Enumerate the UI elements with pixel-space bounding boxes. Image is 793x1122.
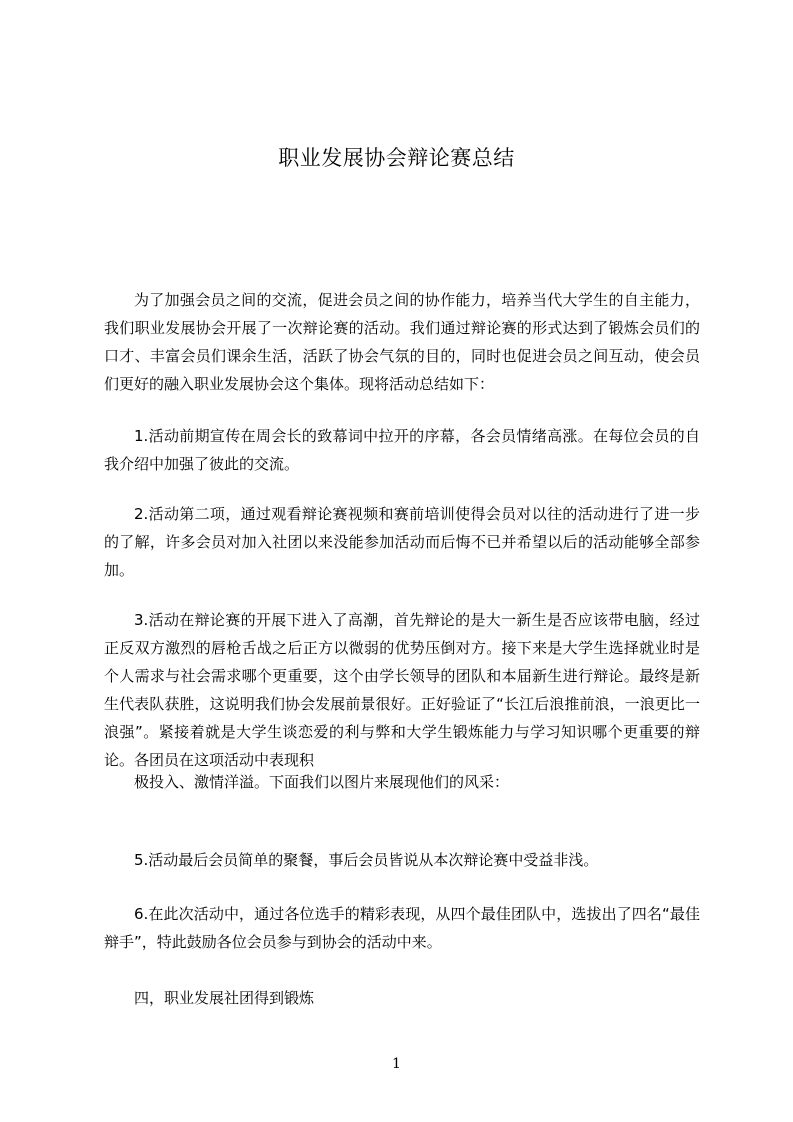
item-3-paragraph: 3.活动在辩论赛的开展下进入了高潮，首先辩论的是大一新生是否应该带电脑，经过正反双方激烈的唇枪舌战之后正方以微弱的优势压倒对方。接下来是大学生选择就业时是个人需求与社会需求哪个更重要，这个由学长领导的团队和本届新生进行辩论。最终是新生代表队获胜，这说明我们协会发展前景很好。正好验证了“长江后浪推前浪，一浪更比一浪强”。紧接着就是大学生谈恋爱的利与弊和大学生锻炼能力与学习知识哪个更重要的辩论。各团员在这项活动中表现积 xyxy=(104,611,700,769)
intro-paragraph: 为了加强会员之间的交流，促进会员之间的协作能力，培养当代大学生的自主能力，我们职业发展协会开展了一次辩论赛的活动。我们通过辩论赛的形式达到了锻炼会员们的口才、丰富会员们课余生活，活跃了协会气氛的目的，同时也促进会员之间互动，使会员们更好的融入职业发展协会这个集体。现将活动总结如下： xyxy=(104,291,700,393)
document-title: 职业发展协会辩论赛总结 xyxy=(278,146,515,170)
item-2-paragraph: 2.活动第二项，通过观看辩论赛视频和赛前培训使得会员对以往的活动进行了进一步的了解，许多会员对加入社团以来没能参加活动而后悔不已并希望以后的活动能够全部参加。 xyxy=(104,505,700,579)
section-4-heading: 四，职业发展社团得到锻炼 xyxy=(134,989,315,1007)
page-number: 1 xyxy=(392,1056,401,1072)
item-1-paragraph: 1.活动前期宣传在周会长的致幕词中拉开的序幕，各会员情绪高涨。在每位会员的自我介绍中加强了彼此的交流。 xyxy=(104,427,700,473)
item-3-continuation: 极投入、激情洋溢。下面我们以图片来展现他们的风采： xyxy=(134,773,510,791)
item-5-paragraph: 5.活动最后会员简单的聚餐，事后会员皆说从本次辩论赛中受益非浅。 xyxy=(134,851,599,869)
item-6-paragraph: 6.在此次活动中，通过各位选手的精彩表现，从四个最佳团队中，选拔出了四名“最佳辩手”，特此鼓励各位会员参与到协会的活动中来。 xyxy=(104,905,700,951)
